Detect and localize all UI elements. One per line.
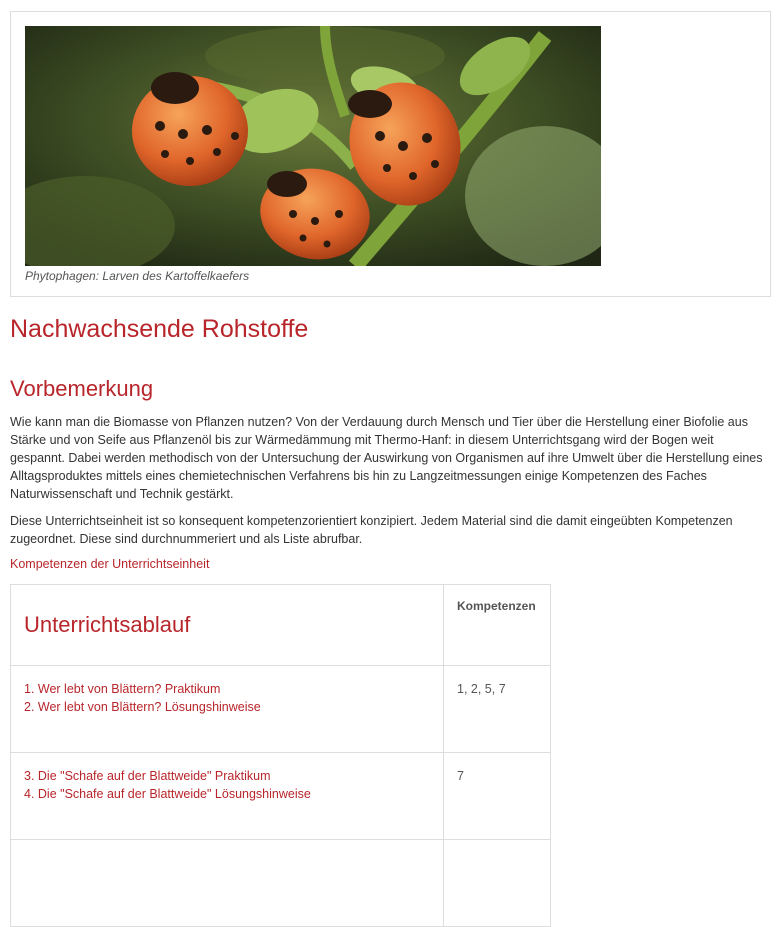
lesson-link[interactable]: 2. Wer lebt von Blättern? Lösungshinweise: [24, 700, 261, 714]
komp-cell: 1, 2, 5, 7: [444, 666, 551, 753]
table-header-row: [11, 585, 551, 666]
table-title: Unterrichtsablauf: [24, 612, 191, 637]
figure-box: [10, 11, 771, 297]
lesson-link[interactable]: 4. Die "Schafe auf der Blattweide" Lösungshinweise: [24, 787, 311, 801]
lesson-link[interactable]: 3. Die "Schafe auf der Blattweide" Praktikum: [24, 769, 271, 783]
table-title-cell: [11, 585, 444, 666]
komp-cell: [444, 840, 551, 927]
beetle-larvae-photo: [25, 26, 601, 266]
table-row: [11, 753, 551, 840]
section-title: Vorbemerkung: [10, 376, 154, 401]
lesson-link[interactable]: 1. Wer lebt von Blättern? Praktikum: [24, 682, 221, 696]
table-row: [11, 840, 551, 927]
lesson-links-cell: [11, 666, 444, 753]
page-title: Nachwachsende Rohstoffe: [10, 315, 309, 343]
komp-cell: 7: [444, 753, 551, 840]
competence-list-link[interactable]: Kompetenzen der Unterrichtseinheit: [10, 557, 210, 571]
intro-paragraph: Wie kann man die Biomasse von Pflanzen nutzen? Von der Verdauung durch Mensch und Tier über die Herstellung einer Biofolie aus Stärke und von Seife aus Pflanzenöl bis zur Wärmedämmung mit Thermo-Hanf: in diesem Unterrichtsgang wird der Bogen weit gespannt. Dabei werden methodisch von der Untersuchung der Auswirkung von Organismen auf ihre Umwelt über die Herstellung eines Alltagsproduktes mittels eines chemietechnischen Verfahrens bis hin zu Langzeitmessungen einige Kompetenzen des Faches Naturwissenschaft und Technik gestärkt.: [10, 415, 763, 501]
komp-header: Kompetenzen: [444, 585, 551, 666]
figure-caption: Phytophagen: Larven des Kartoffelkaefers: [25, 269, 250, 283]
lesson-links-cell: [11, 753, 444, 840]
table-row: [11, 666, 551, 753]
lesson-table: [10, 584, 551, 927]
competence-paragraph: Diese Unterrichtseinheit ist so konsequent kompetenzorientiert konzipiert. Jedem Material sind die damit eingeübten Kompetenzen zugeordnet. Diese sind durchnummeriert und als Liste abrufbar.: [10, 514, 733, 546]
lesson-links-cell: [11, 840, 444, 927]
